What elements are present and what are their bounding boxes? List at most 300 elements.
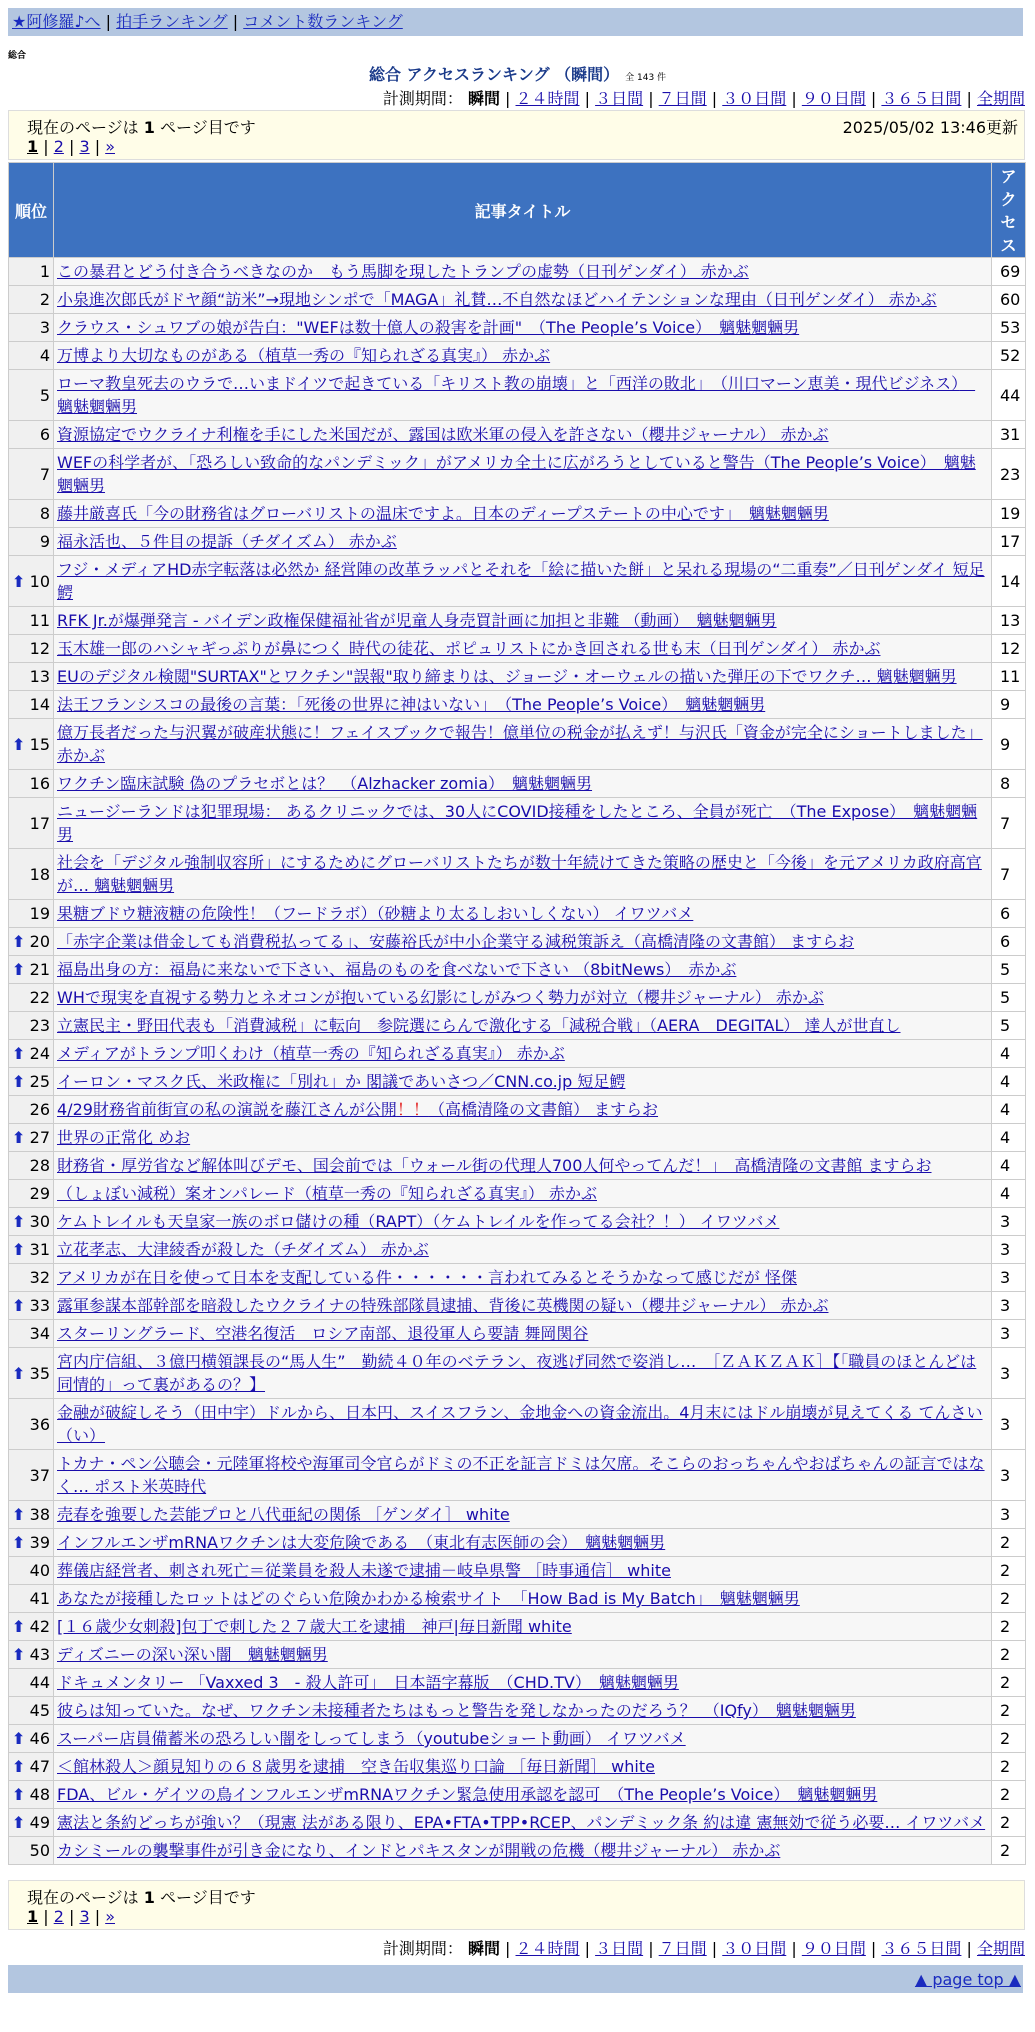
rank-cell: [9, 663, 54, 691]
access-count: 3: [992, 1264, 1026, 1292]
rank-number: 29: [29, 1184, 50, 1203]
title-cell: [54, 421, 992, 449]
article-link[interactable]: EUのデジタル検閲"SURTAX"とワクチン"誤報"取り締まりは、ジョージ・オーウェルの描いた弾圧の下でワクチ… 魑魅魍魎男: [57, 667, 957, 686]
page-links: 1 | 2 | 3 | »: [27, 137, 115, 156]
table-row: [9, 1697, 1026, 1725]
rank-cell: [9, 900, 54, 928]
up-arrow-icon: ⬆: [12, 1757, 26, 1776]
article-link[interactable]: ドキュメンタリー 「Vaxxed 3 - 殺人許可」 日本語字幕版 （CHD.TV） 魑魅魍魎男: [57, 1673, 679, 1692]
title-cell: [54, 1450, 992, 1501]
title-cell: [54, 342, 992, 370]
page-link-2[interactable]: 2: [53, 1907, 64, 1926]
rank-number: 31: [29, 1240, 50, 1259]
article-link[interactable]: 果糖ブドウ糖液糖の危険性！（フードラボ）（砂糖より太るしおいしくない） イワツバメ: [57, 904, 694, 923]
title-cell: [54, 1781, 992, 1809]
article-link[interactable]: イーロン・マスク氏、米政権に「別れ」か 閣議であいさつ／CNN.co.jp 短足鰐: [57, 1072, 626, 1091]
rank-number: 46: [29, 1729, 50, 1748]
access-count: 3: [992, 1236, 1026, 1264]
col-rank-header: 順位: [9, 163, 54, 258]
nav-separator: |: [105, 12, 112, 31]
rank-cell: [9, 1040, 54, 1068]
access-count: 17: [992, 528, 1026, 556]
period-label: 計測期間：: [382, 1939, 463, 1958]
home-link[interactable]: ★阿修羅♪へ: [12, 12, 101, 31]
access-count: 14: [992, 556, 1026, 607]
access-count: 3: [992, 1348, 1026, 1399]
page-link-2[interactable]: 2: [53, 137, 64, 156]
access-count: 2: [992, 1669, 1026, 1697]
table-row: [9, 370, 1026, 421]
table-row: [9, 421, 1026, 449]
rank-cell: [9, 258, 54, 286]
rank-number: 37: [29, 1465, 50, 1485]
article-link[interactable]: スーパー店員備蓄米の恐ろしい闇をしってしまう（youtubeショート動画） イワツバメ: [57, 1729, 686, 1748]
access-count: 12: [992, 635, 1026, 663]
article-link[interactable]: 「赤字企業は借金しても消費税払ってる」、安藤裕氏が中小企業守る減税策訴え（高橋清隆の文書館） ますらお: [57, 932, 855, 951]
table-row: [9, 1292, 1026, 1320]
rank-cell: [9, 1348, 54, 1399]
rank-number: 33: [29, 1296, 50, 1315]
table-row: [9, 1236, 1026, 1264]
rank-number: 30: [29, 1212, 50, 1231]
period-link-0[interactable]: ２４時間: [515, 1939, 580, 1958]
rank-cell: [9, 1068, 54, 1096]
rank-cell: [9, 314, 54, 342]
rank-number: 48: [29, 1785, 50, 1804]
up-arrow-icon: ⬆: [12, 1363, 26, 1383]
table-row: [9, 1837, 1026, 1865]
rank-number: 40: [29, 1561, 50, 1580]
article-link[interactable]: 憲法と条約どっちが強い？（現憲 法がある限り、EPA•FTA•TPP•RCEP、パンデミック条 約は違 憲無効で従う必要… イワツバメ: [57, 1813, 986, 1832]
access-count: 53: [992, 314, 1026, 342]
article-link[interactable]: 億万長者だった与沢翼が破産状態に！フェイスブックで報告！億単位の税金が払えず！与沢氏「資金が完全にショートしました」 赤かぶ: [57, 723, 983, 765]
access-count: 5: [992, 956, 1026, 984]
rank-cell: [9, 1180, 54, 1208]
table-row: [9, 449, 1026, 500]
title-cell: [54, 849, 992, 900]
title-cell: [54, 1809, 992, 1837]
rank-cell: [9, 1320, 54, 1348]
up-arrow-icon: ⬆: [12, 571, 26, 591]
article-link[interactable]: 小泉進次郎氏がドヤ顔“訪米”→現地シンポで「MAGA」礼賛…不自然なほどハイテンションな理由（日刊ゲンダイ） 赤かぶ: [57, 290, 937, 309]
rank-cell: [9, 1557, 54, 1585]
period-current: 瞬間: [467, 1939, 500, 1958]
access-count: 2: [992, 1781, 1026, 1809]
comment-ranking-link[interactable]: コメント数ランキング: [243, 12, 403, 31]
access-count: 2: [992, 1697, 1026, 1725]
article-link[interactable]: 宮内庁信組、３億円横領課長の“馬人生” 勤続４０年のベテラン、夜逃げ同然で姿消し… ［ＺＡＫＺＡＫ］【「職員のほとんどは同情的」って裏があるの？】: [57, 1352, 977, 1394]
page-top-link[interactable]: ▲ page top ▲: [914, 1970, 1021, 1989]
access-count: 4: [992, 1124, 1026, 1152]
table-row: [9, 1399, 1026, 1450]
up-arrow-icon: ⬆: [12, 1240, 26, 1259]
rank-cell: [9, 1641, 54, 1669]
access-count: 7: [992, 798, 1026, 849]
article-link[interactable]: 福永活也、５件目の提訴（チダイズム） 赤かぶ: [57, 532, 397, 551]
title-cell: [54, 663, 992, 691]
rank-number: 2: [39, 290, 50, 309]
table-row: [9, 1040, 1026, 1068]
article-link[interactable]: ケムトレイルも天皇家一族のボロ儲けの種（RAPT）（ケムトレイルを作ってる会社？！） イワツバメ: [57, 1212, 780, 1231]
rank-number: 24: [29, 1044, 50, 1063]
article-link[interactable]: 資源協定でウクライナ利権を手にした米国だが、露国は欧米軍の侵入を許さない（櫻井ジャーナル） 赤かぶ: [57, 425, 829, 444]
rank-number: 18: [29, 864, 50, 884]
article-link[interactable]: 立花孝志、大津綾香が殺した（チダイズム） 赤かぶ: [57, 1240, 429, 1259]
rank-cell: [9, 928, 54, 956]
rank-cell: [9, 849, 54, 900]
access-count: 4: [992, 1068, 1026, 1096]
article-link[interactable]: ローマ教皇死去のウラで…いまドイツで起きている「キリスト教の崩壊」と「西洋の敗北」 （川口マーン恵美・現代ビジネス） 魑魅魍魎男: [57, 374, 976, 416]
current-page-text: 現在のページは 1 ページ目です: [27, 1888, 256, 1907]
title-cell: [54, 1501, 992, 1529]
article-link[interactable]: アメリカが在日を使って日本を支配している件・・・・・・言われてみるとそうかなって感じだが 怪傑: [57, 1268, 797, 1287]
article-link[interactable]: 彼らは知っていた。なぜ、ワクチン未接種者たちはもっと警告を発しなかったのだろう？ （IQfy） 魑魅魍魎男: [57, 1701, 856, 1720]
access-count: 4: [992, 1040, 1026, 1068]
period-link-3[interactable]: ３０日間: [722, 1939, 787, 1958]
pagination-box-bottom: [8, 1880, 1025, 1930]
rank-number: 50: [29, 1841, 50, 1860]
rank-cell: [9, 719, 54, 770]
access-count: 2: [992, 1725, 1026, 1753]
period-link-0[interactable]: ２４時間: [515, 89, 580, 108]
rank-cell: [9, 1152, 54, 1180]
access-count: 7: [992, 849, 1026, 900]
rank-number: 21: [29, 960, 50, 979]
access-count: 2: [992, 1753, 1026, 1781]
rank-number: 13: [29, 667, 50, 686]
access-count: 3: [992, 1320, 1026, 1348]
access-count: 4: [992, 1180, 1026, 1208]
article-link[interactable]: スターリングラード、空港名復活 ロシア南部、退役軍人ら要請 舞岡関谷: [57, 1324, 589, 1343]
article-link[interactable]: ＜館林殺人＞顔見知りの６８歳男を逮捕 空き缶収集巡り口論 ［毎日新聞］ white: [57, 1757, 655, 1776]
title-cell: [54, 770, 992, 798]
rank-number: 10: [29, 571, 50, 591]
nav-separator: |: [232, 12, 239, 31]
article-link[interactable]: クラウス・シュワブの娘が告白："WEFは数十億人の殺害を計画" （The People’s Voice） 魑魅魍魎男: [57, 318, 800, 337]
rank-cell: [9, 500, 54, 528]
access-count: 9: [992, 719, 1026, 770]
title-cell: [54, 500, 992, 528]
period-link-6[interactable]: 全期間: [976, 1939, 1025, 1958]
rank-number: 14: [29, 695, 50, 714]
top-nav-bar: [8, 8, 1023, 36]
table-row: [9, 1613, 1026, 1641]
page-link-3[interactable]: 3: [79, 1907, 90, 1926]
title-cell: [54, 1669, 992, 1697]
article-link[interactable]: トカナ・ペン公聴会・元陸軍将校や海軍司令官らがドミの不正を証言ドミは欠席。そこらのおっちゃんやおばちゃんの証言ではなく… ポスト米英時代: [57, 1454, 985, 1496]
rank-number: 25: [29, 1072, 50, 1091]
table-row: [9, 663, 1026, 691]
article-link[interactable]: フジ・メディアHD赤字転落は必然か 経営陣の改革ラッパとそれを「絵に描いた餅」と呆れる現場の“二重奏”／日刊ゲンダイ 短足鰐: [57, 560, 985, 602]
access-count: 3: [992, 1292, 1026, 1320]
period-label: 計測期間：: [382, 89, 463, 108]
page-title: [0, 62, 1035, 85]
rank-cell: [9, 1501, 54, 1529]
period-link-6[interactable]: 全期間: [976, 89, 1025, 108]
rank-cell: [9, 984, 54, 1012]
article-link[interactable]: 世界の正常化 めお: [57, 1128, 191, 1147]
category-label: 総合: [8, 51, 27, 61]
rank-cell: [9, 956, 54, 984]
title-cell: [54, 1725, 992, 1753]
article-link[interactable]: あなたが接種したロットはどのぐらい危険かわかる検索サイト 「How Bad is My Batch」 魑魅魍魎男: [57, 1589, 800, 1608]
article-link[interactable]: ニュージーランドは犯罪現場： あるクリニックでは、30人にCOVID接種をしたところ、全員が死亡 （The Expose） 魑魅魍魎男: [57, 802, 978, 844]
current-page-text: 現在のページは 1 ページ目です: [27, 118, 256, 137]
rank-cell: [9, 1450, 54, 1501]
rank-number: 20: [29, 932, 50, 951]
title-cell: [54, 1124, 992, 1152]
up-arrow-icon: ⬆: [12, 1729, 26, 1748]
period-link-1[interactable]: ３日間: [595, 1939, 644, 1958]
table-row: [9, 956, 1026, 984]
table-row: [9, 635, 1026, 663]
article-link[interactable]: （しょぼい減税）案オンパレード（植草一秀の『知られざる真実』） 赤かぶ: [57, 1184, 597, 1203]
article-link[interactable]: WEFの科学者が、「恐ろしい致命的なパンデミック」がアメリカ全土に広がろうとしていると警告（The People’s Voice） 魑魅魍魎男: [57, 453, 976, 495]
rank-number: 36: [29, 1414, 50, 1434]
article-link[interactable]: 社会を「デジタル強制収容所」にするためにグローバリストたちが数十年続けてきた策略の歴史と「今後」を元アメリカ政府高官が… 魑魅魍魎男: [57, 853, 982, 895]
access-count: 44: [992, 370, 1026, 421]
title-cell: [54, 1152, 992, 1180]
table-row: [9, 1725, 1026, 1753]
article-link[interactable]: RFK Jr.が爆弾発言 - バイデン政権保健福祉省が児童人身売買計画に加担と非難 （動画） 魑魅魍魎男: [57, 611, 777, 630]
up-arrow-icon: ⬆: [12, 1645, 26, 1664]
rank-cell: [9, 1208, 54, 1236]
access-count: 4: [992, 1096, 1026, 1124]
article-link[interactable]: 玉木雄一郎のハシャギっぷりが鼻につく 時代の徒花、ポピュリストにかき回される世も末（日刊ゲンダイ） 赤かぶ: [57, 639, 881, 658]
table-row: [9, 314, 1026, 342]
period-link-2[interactable]: ７日間: [658, 89, 707, 108]
table-row: [9, 556, 1026, 607]
rank-number: 11: [29, 611, 50, 630]
article-link[interactable]: ワクチン臨床試験 偽のプラセボとは？ （Alzhacker zomia） 魑魅魍魎男: [57, 774, 593, 793]
access-count: 31: [992, 421, 1026, 449]
article-link[interactable]: 露軍参謀本部幹部を暗殺したウクライナの特殊部隊員逮捕、背後に英機関の疑い（櫻井ジャーナル） 赤かぶ: [57, 1296, 829, 1315]
table-row: [9, 1264, 1026, 1292]
title-cell: [54, 1753, 992, 1781]
title-cell: [54, 1585, 992, 1613]
rank-number: 42: [29, 1617, 50, 1636]
access-count: 3: [992, 1208, 1026, 1236]
up-arrow-icon: ⬆: [12, 1296, 26, 1315]
rank-number: 1: [39, 262, 50, 281]
up-arrow-icon: ⬆: [12, 1212, 26, 1231]
period-link-5[interactable]: ３６５日間: [881, 1939, 962, 1958]
access-count: 2: [992, 1557, 1026, 1585]
table-row: [9, 1068, 1026, 1096]
table-row: [9, 528, 1026, 556]
rank-cell: [9, 635, 54, 663]
ranking-table: [8, 162, 1026, 1865]
up-arrow-icon: ⬆: [12, 1617, 26, 1636]
title-cell: [54, 1096, 992, 1124]
rank-number: 35: [29, 1363, 50, 1383]
access-count: 6: [992, 900, 1026, 928]
article-link[interactable]: ディズニーの深い深い闇 魑魅魍魎男: [57, 1645, 328, 1664]
rank-cell: [9, 1753, 54, 1781]
rank-number: 27: [29, 1128, 50, 1147]
article-link[interactable]: 万博より大切なものがある（植草一秀の『知られざる真実』） 赤かぶ: [57, 346, 551, 365]
clap-ranking-link[interactable]: 拍手ランキング: [116, 12, 228, 31]
access-count: 4: [992, 1152, 1026, 1180]
rank-number: 22: [29, 988, 50, 1007]
article-link[interactable]: 金融が破綻しそう（田中宇）ドルから、日本円、スイスフラン、金地金への資金流出。4月末にはドル崩壊が見えてくる てんさい（い）: [57, 1403, 983, 1445]
article-link[interactable]: FDA、ビル・ゲイツの鳥インフルエンザmRNAワクチン緊急使用承認を認可 （The People’s Voice） 魑魅魍魎男: [57, 1785, 878, 1804]
table-row: [9, 900, 1026, 928]
title-cell: [54, 1264, 992, 1292]
title-cell: [54, 1180, 992, 1208]
rank-cell: [9, 798, 54, 849]
access-count: 2: [992, 1809, 1026, 1837]
title-cell: [54, 556, 992, 607]
up-arrow-icon: ⬆: [12, 932, 26, 951]
table-row: [9, 849, 1026, 900]
rank-cell: [9, 1669, 54, 1697]
rank-number: 45: [29, 1701, 50, 1720]
table-row: [9, 1180, 1026, 1208]
rank-cell: [9, 770, 54, 798]
page-current: 1: [27, 1907, 39, 1926]
rank-cell: [9, 1292, 54, 1320]
rank-cell: [9, 1837, 54, 1865]
rank-number: 49: [29, 1813, 50, 1832]
table-row: [9, 500, 1026, 528]
title-cell: [54, 286, 992, 314]
table-row: [9, 1753, 1026, 1781]
page-title-text: 総合 アクセスランキング （瞬間）: [368, 65, 620, 84]
rank-number: 34: [29, 1324, 50, 1343]
rank-cell: [9, 607, 54, 635]
rank-cell: [9, 370, 54, 421]
period-selector-bottom: 計測期間： 瞬間 | ２４時間 | ３日間 | ７日間 | ３０日間 | ９０日間 | ３６５日間 | 全期間: [382, 1939, 1025, 1958]
table-row: [9, 1124, 1026, 1152]
article-link[interactable]: カシミールの襲撃事件が引き金になり、インドとパキスタンが開戦の危機（櫻井ジャーナル） 赤かぶ: [57, 1841, 781, 1860]
title-cell: [54, 1399, 992, 1450]
article-link[interactable]: インフルエンザmRNAワクチンは大変危険である （東北有志医師の会） 魑魅魍魎男: [57, 1533, 666, 1552]
table-row: [9, 1348, 1026, 1399]
rank-cell: [9, 449, 54, 500]
table-row: [9, 1012, 1026, 1040]
period-selector: 計測期間： 瞬間 | ２４時間 | ３日間 | ７日間 | ３０日間 | ９０日間 | ３６５日間 | 全期間: [382, 89, 1025, 108]
article-link[interactable]: 財務省・厚労省など解体叫びデモ、国会前では「ウォール街の代理人700人何やってんだ！」 高橋清隆の文書館 ますらお: [57, 1156, 932, 1175]
table-row: [9, 798, 1026, 849]
access-count: 8: [992, 770, 1026, 798]
period-link-1[interactable]: ３日間: [595, 89, 644, 108]
period-link-4[interactable]: ９０日間: [801, 89, 866, 108]
article-link[interactable]: 福島出身の方：福島に来ないで下さい、福島のものを食べないで下さい （8bitNews） 赤かぶ: [57, 960, 737, 979]
rank-number: 38: [29, 1505, 50, 1524]
period-link-3[interactable]: ３０日間: [722, 89, 787, 108]
access-count: 52: [992, 342, 1026, 370]
rank-number: 23: [29, 1016, 50, 1035]
rank-number: 5: [39, 385, 50, 405]
rank-cell: [9, 1236, 54, 1264]
next-page-link[interactable]: »: [105, 1907, 115, 1926]
article-link[interactable]: 売春を強要した芸能プロと八代亜紀の関係 ［ゲンダイ］ white: [57, 1505, 510, 1524]
rank-number: 39: [29, 1533, 50, 1552]
access-count: 2: [992, 1837, 1026, 1865]
title-cell: [54, 984, 992, 1012]
page-link-3[interactable]: 3: [79, 137, 90, 156]
title-cell: [54, 900, 992, 928]
table-row: [9, 1450, 1026, 1501]
title-cell: [54, 1348, 992, 1399]
period-current: 瞬間: [467, 89, 500, 108]
period-link-5[interactable]: ３６５日間: [881, 89, 962, 108]
article-link[interactable]: 法王フランシスコの最後の言葉：「死後の世界に神はいない」 （The People’s Voice） 魑魅魍魎男: [57, 695, 766, 714]
title-cell: [54, 528, 992, 556]
title-cell: [54, 1068, 992, 1096]
title-cell: [54, 258, 992, 286]
rank-number: 41: [29, 1589, 50, 1608]
up-arrow-icon: ⬆: [12, 1785, 26, 1804]
article-link[interactable]: [１６歳少女刺殺]包丁で刺した２７歳大工を逮捕 神戸|毎日新聞 white: [57, 1617, 572, 1636]
access-count: 19: [992, 500, 1026, 528]
article-link[interactable]: この暴君とどう付き合うべきなのか もう馬脚を現したトランプの虚勢（日刊ゲンダイ） 赤かぶ: [57, 262, 749, 281]
access-count: 3: [992, 1399, 1026, 1450]
access-count: 11: [992, 663, 1026, 691]
rank-cell: [9, 1697, 54, 1725]
up-arrow-icon: ⬆: [12, 1505, 26, 1524]
rank-number: 16: [29, 774, 50, 793]
article-link[interactable]: 藤井厳喜氏「今の財務省はグローバリストの温床ですよ。日本のディープステートの中心です」 魑魅魍魎男: [57, 504, 829, 523]
rank-cell: [9, 1781, 54, 1809]
table-row: [9, 1152, 1026, 1180]
article-link[interactable]: WHで現実を直視する勢力とネオコンが抱いている幻影にしがみつく勢力が対立（櫻井ジャーナル） 赤かぶ: [57, 988, 824, 1007]
up-arrow-icon: ⬆: [12, 734, 26, 754]
article-link[interactable]: 立憲民主・野田代表も「消費減税」に転向 参院選にらんで激化する「減税合戦」（AERA DEGITAL） 達人が世直し: [57, 1016, 901, 1035]
title-cell: [54, 928, 992, 956]
footer-bar: [8, 1965, 1023, 1993]
table-row: [9, 928, 1026, 956]
up-arrow-icon: ⬆: [12, 1128, 26, 1147]
table-row: [9, 1641, 1026, 1669]
period-link-4[interactable]: ９０日間: [801, 1939, 866, 1958]
title-cell: [54, 1012, 992, 1040]
article-link[interactable]: メディアがトランプ叩くわけ（植草一秀の『知られざる真実』） 赤かぶ: [57, 1044, 565, 1063]
access-count: 3: [992, 1450, 1026, 1501]
rank-cell: [9, 1725, 54, 1753]
table-row: [9, 984, 1026, 1012]
rank-number: 4: [39, 346, 50, 365]
table-row: [9, 691, 1026, 719]
article-link[interactable]: 葬儀店経営者、刺され死亡＝従業員を殺人未遂で逮捕－岐阜県警 ［時事通信］ white: [57, 1561, 671, 1580]
next-page-link[interactable]: »: [105, 137, 115, 156]
title-cell: [54, 1529, 992, 1557]
access-count: 2: [992, 1613, 1026, 1641]
col-title-header: 記事タイトル: [54, 163, 992, 258]
rank-cell: [9, 421, 54, 449]
period-link-2[interactable]: ７日間: [658, 1939, 707, 1958]
title-cell: [54, 1236, 992, 1264]
rank-cell: [9, 528, 54, 556]
access-count: 60: [992, 286, 1026, 314]
rank-number: 43: [29, 1645, 50, 1664]
table-row: [9, 1781, 1026, 1809]
rank-number: 44: [29, 1673, 50, 1692]
rank-number: 15: [29, 734, 50, 754]
rank-cell: [9, 556, 54, 607]
rank-cell: [9, 1096, 54, 1124]
table-row: [9, 1809, 1026, 1837]
up-arrow-icon: ⬆: [12, 1813, 26, 1832]
access-count: 5: [992, 984, 1026, 1012]
table-row: [9, 1585, 1026, 1613]
title-cell: [54, 798, 992, 849]
access-count: 2: [992, 1585, 1026, 1613]
table-row: [9, 1096, 1026, 1124]
access-count: 2: [992, 1529, 1026, 1557]
article-link[interactable]: 4/29財務省前街宣の私の演説を藤江さんが公開！！（高橋清隆の文書館） ますらお: [57, 1100, 659, 1119]
